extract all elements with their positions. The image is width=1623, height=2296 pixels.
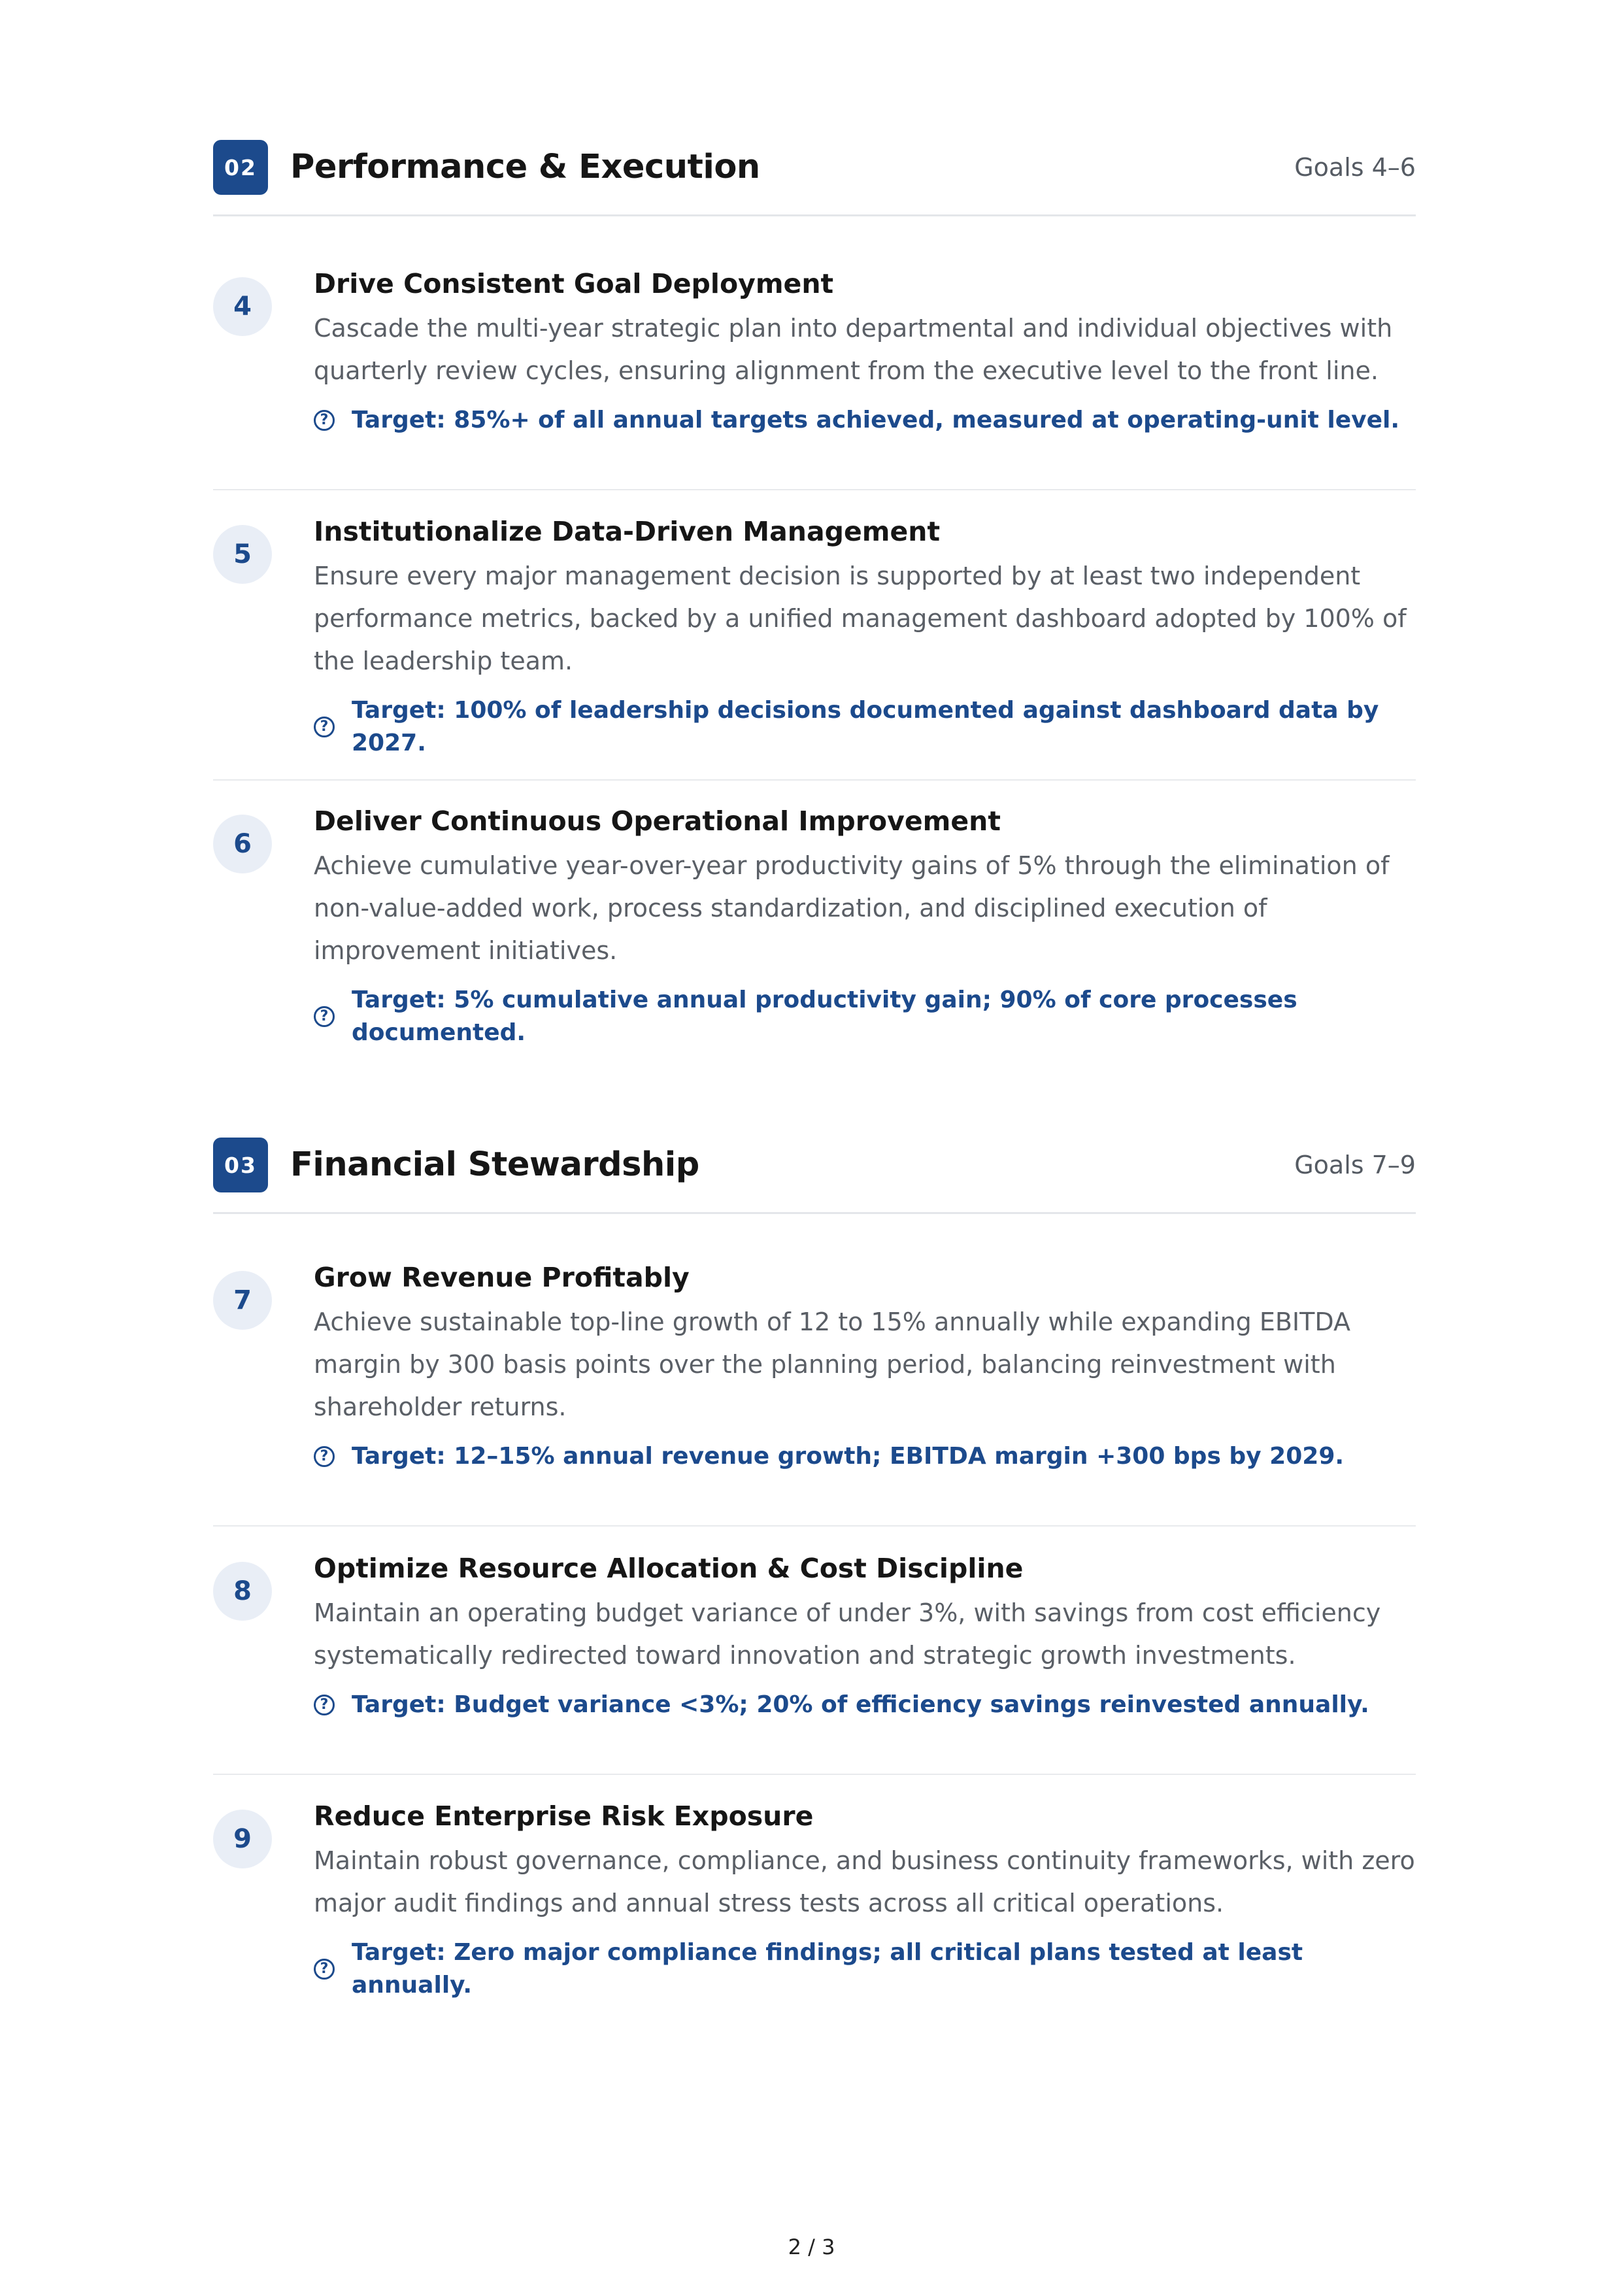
section-goal-range: Goals 7–9 [1294,1151,1416,1179]
target-question-icon: ? [314,1695,335,1715]
goal-description: Maintain an operating budget variance of under 3%, with savings from cost efficiency systematically redirected toward innovation and strategic growth investments. [314,1598,1381,1670]
goal-body [314,1797,1416,2002]
goal-body [314,512,1416,760]
target-question-icon: ? [314,410,335,431]
goal-item [213,1549,1416,1775]
goal-target-text: Target: Zero major compliance findings; all critical plans tested at least annually. [352,1939,1303,1999]
target-question-icon: ? [314,1006,335,1027]
goal-number-badge: 5 [213,525,272,584]
goal-description: Cascade the multi-year strategic plan into departmental and individual objectives with quarterly review cycles, ensuring alignment from the executive level to the front line. [314,314,1393,385]
goal-number-badge: 6 [213,815,272,873]
goal-item [213,264,1416,490]
goal-item [213,802,1416,1050]
target-question-icon: ? [314,1959,335,1980]
goal-target [314,1440,1416,1473]
goal-title: Institutionalize Data-Driven Management [314,516,941,547]
target-question-icon: ? [314,1446,335,1467]
section-header [213,1138,1416,1214]
goal-target-text: Target: Budget variance <3%; 20% of efficiency savings reinvested annually. [352,1691,1369,1718]
section-title: Financial Stewardship [290,1145,699,1184]
goal-target-text: Target: 100% of leadership decisions documented against dashboard data by 2027. [352,697,1379,756]
goal-target [314,1689,1416,1721]
goal-description: Ensure every major management decision is supported by at least two independent performance metrics, backed by a unified management dashboard adopted by 100% of the leadership team. [314,562,1407,675]
goal-body [314,264,1416,437]
goal-item [213,512,1416,781]
goal-number-badge: 9 [213,1810,272,1868]
goal-body [314,802,1416,1049]
goal-title: Drive Consistent Goal Deployment [314,268,834,299]
goal-body [314,1258,1416,1473]
goal-target [314,694,1416,760]
goal-description: Achieve sustainable top-line growth of 12 to 15% annually while expanding EBITDA margin by 300 basis points over the planning period, balancing reinvestment with shareholder returns. [314,1308,1350,1421]
goal-title: Optimize Resource Allocation & Cost Discipline [314,1553,1024,1584]
goal-target-text: Target: 85%+ of all annual targets achieved, measured at operating-unit level. [352,407,1400,433]
section-number-badge: 03 [213,1138,268,1192]
section-header [213,140,1416,216]
goal-target-text: Target: 5% cumulative annual productivity gain; 90% of core processes documented. [352,987,1297,1046]
goal-target-text: Target: 12–15% annual revenue growth; EBITDA margin +300 bps by 2029. [352,1443,1345,1470]
goal-number-badge: 7 [213,1271,272,1330]
goal-number-badge: 4 [213,277,272,336]
goal-description: Achieve cumulative year-over-year productivity gains of 5% through the elimination of non-value-added work, process standardization, and disciplined execution of improvement initiatives. [314,851,1390,965]
goal-target [314,404,1416,437]
goal-title: Deliver Continuous Operational Improvement [314,805,1001,837]
section-title: Performance & Execution [290,148,760,186]
goal-target [314,984,1416,1049]
goal-target [314,1936,1416,2002]
goal-number-badge: 8 [213,1562,272,1621]
section-number-badge: 02 [213,140,268,195]
page-number: 2 / 3 [788,2235,835,2259]
goal-title: Reduce Enterprise Risk Exposure [314,1800,814,1832]
goal-title: Grow Revenue Profitably [314,1262,690,1293]
goal-body [314,1549,1416,1721]
target-question-icon: ? [314,717,335,737]
section-goal-range: Goals 4–6 [1294,153,1416,182]
goal-item [213,1797,1416,2012]
goal-description: Maintain robust governance, compliance, and business continuity frameworks, with zero major audit findings and annual stress tests across all critical operations. [314,1846,1415,1917]
goal-item [213,1258,1416,1527]
